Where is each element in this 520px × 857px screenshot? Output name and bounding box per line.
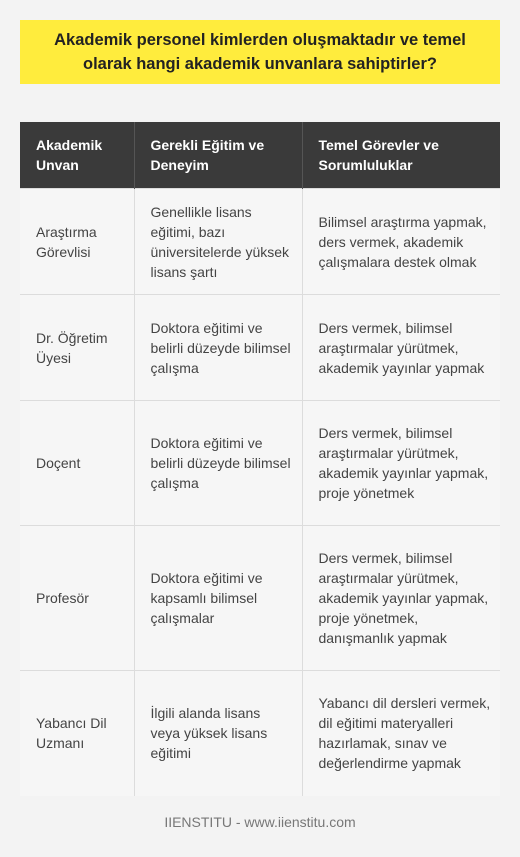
- cell-gorevler: Ders vermek, bilimsel araştırmalar yürütmek, akademik yayınlar yapmak: [302, 295, 500, 401]
- title-banner: [20, 20, 500, 84]
- table-row: [20, 526, 500, 671]
- table-row: [20, 671, 500, 796]
- cell-gorevler: Ders vermek, bilimsel araştırmalar yürütmek, akademik yayınlar yapmak, proje yönetmek, danışmanlık yapmak: [302, 526, 500, 671]
- column-header-gorevler: Temel Görevler ve Sorumluluklar: [302, 122, 500, 189]
- column-header-egitim: Gerekli Eğitim ve Deneyim: [134, 122, 302, 189]
- cell-unvan: Araştırma Görevlisi: [20, 189, 134, 295]
- cell-egitim: İlgili alanda lisans veya yüksek lisans eğitimi: [134, 671, 302, 796]
- cell-unvan: Yabancı Dil Uzmanı: [20, 671, 134, 796]
- table-row: [20, 295, 500, 401]
- table-header-row: [20, 122, 500, 189]
- cell-egitim: Doktora eğitimi ve kapsamlı bilimsel çalışmalar: [134, 526, 302, 671]
- cell-gorevler: Ders vermek, bilimsel araştırmalar yürütmek, akademik yayınlar yapmak, proje yönetmek: [302, 401, 500, 526]
- cell-unvan: Profesör: [20, 526, 134, 671]
- footer-credit: IIENSTITU - www.iienstitu.com: [164, 814, 356, 830]
- cell-gorevler: Yabancı dil dersleri vermek, dil eğitimi materyalleri hazırlamak, sınav ve değerlendirme yapmak: [302, 671, 500, 796]
- cell-unvan: Dr. Öğretim Üyesi: [20, 295, 134, 401]
- cell-gorevler: Bilimsel araştırma yapmak, ders vermek, akademik çalışmalara destek olmak: [302, 189, 500, 295]
- page-title: Akademik personel kimlerden oluşmaktadır ve temel olarak hangi akademik unvanlara sahiptirler?: [54, 31, 466, 73]
- cell-egitim: Doktora eğitimi ve belirli düzeyde bilimsel çalışma: [134, 401, 302, 526]
- cell-egitim: Genellikle lisans eğitimi, bazı üniversitelerde yüksek lisans şartı: [134, 189, 302, 295]
- table-row: [20, 189, 500, 295]
- table-row: [20, 401, 500, 526]
- academic-titles-table: [20, 122, 500, 796]
- cell-unvan: Doçent: [20, 401, 134, 526]
- cell-egitim: Doktora eğitimi ve belirli düzeyde bilimsel çalışma: [134, 295, 302, 401]
- column-header-unvan: Akademik Unvan: [20, 122, 134, 189]
